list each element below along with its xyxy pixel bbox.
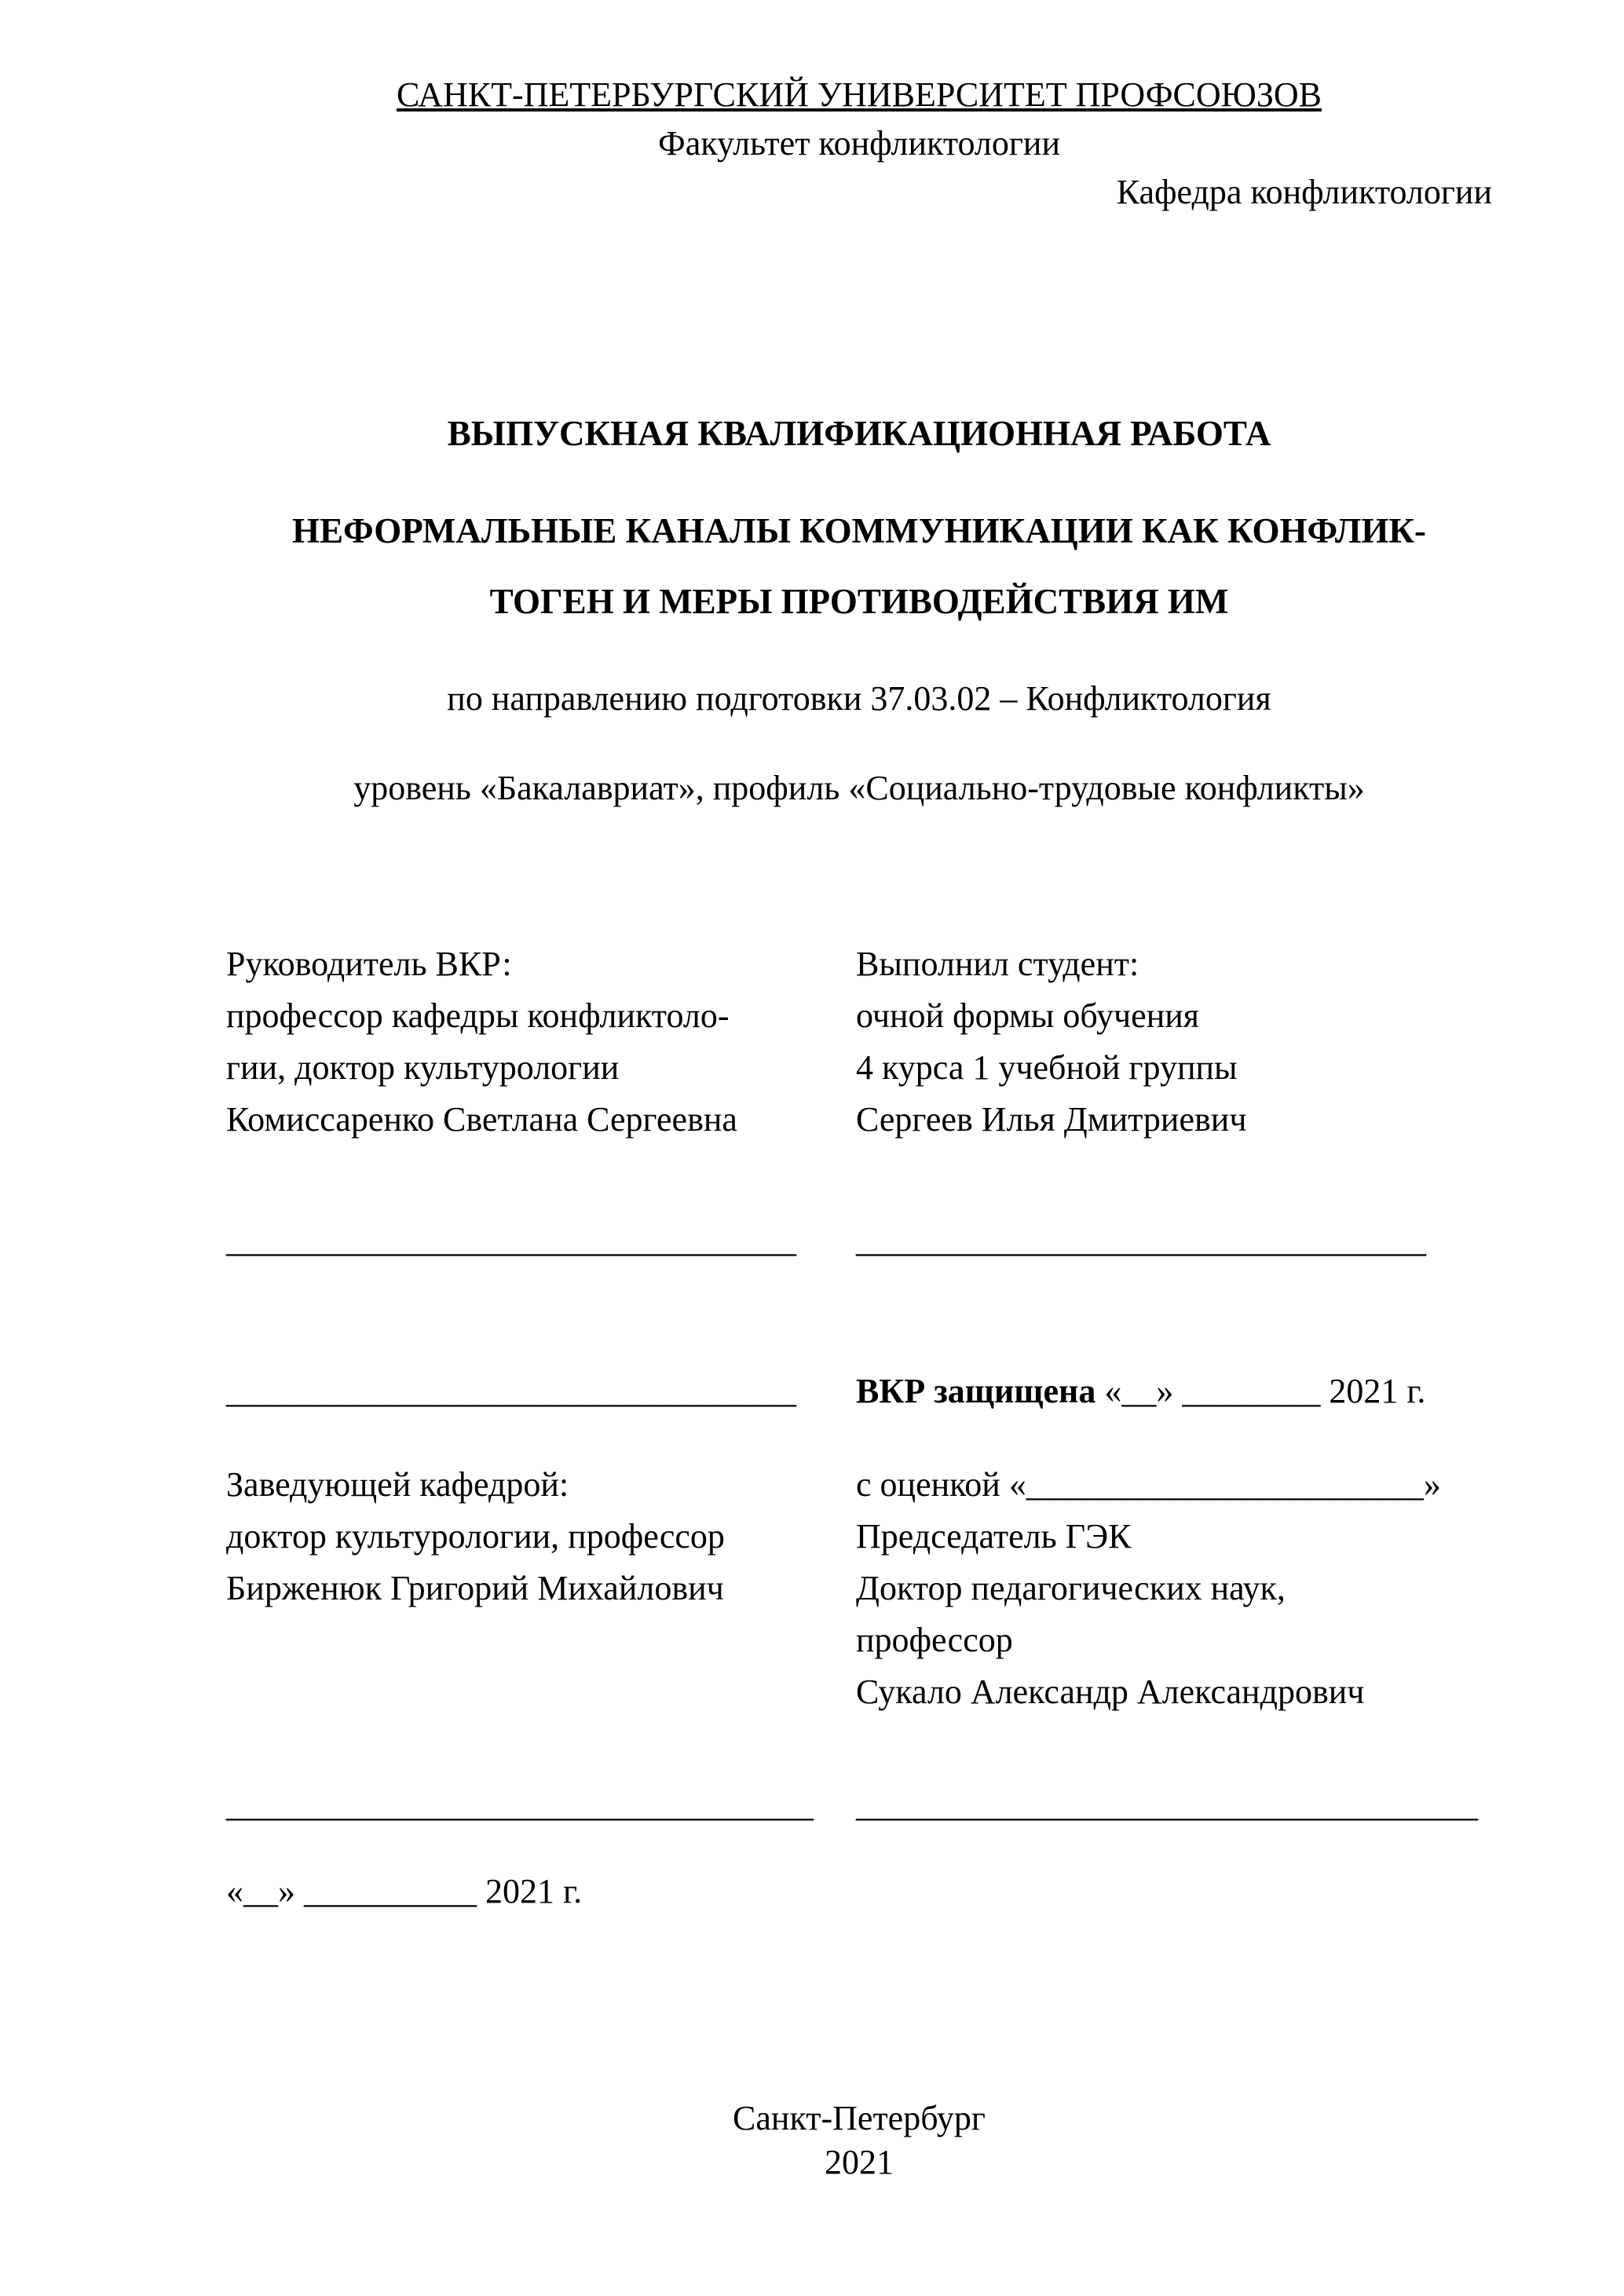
thesis-title-line2: ТОГЕН И МЕРЫ ПРОТИВОДЕЙСТВИЯ ИМ [489, 582, 1229, 621]
thesis-title-line1: НЕФОРМАЛЬНЫЕ КАНАЛЫ КОММУНИКАЦИИ КАК КОНФЛИК- [292, 511, 1426, 550]
supervisor-signature-line: _________________________________ [226, 1221, 796, 1260]
footer-year: 2021 [825, 2143, 894, 2181]
dept-head-role-label: Заведующей кафедрой: [226, 1465, 569, 1504]
student-block [856, 938, 1492, 1146]
dept-head-signature-line-bottom: __________________________________ [226, 1786, 814, 1824]
thesis-title [226, 495, 1492, 637]
gek-chair-title-line1: Доктор педагогических наук, [856, 1569, 1286, 1607]
defense-label: ВКР защищена [856, 1372, 1096, 1410]
header-faculty: Факультет конфликтологии [657, 124, 1060, 163]
supervisor-title-line1: профессор кафедры конфликтоло- [226, 996, 730, 1035]
student-role-label: Выполнил студент: [856, 945, 1139, 983]
grade-block [856, 1459, 1492, 1718]
supervisor-name: Комиссаренко Светлана Сергеевна [226, 1100, 737, 1139]
student-group-line: 4 курса 1 учебной группы [856, 1048, 1238, 1087]
dept-head-signature-line-top: _________________________________ [226, 1372, 796, 1410]
supervisor-role-label: Руководитель ВКР: [226, 945, 512, 983]
work-type-heading: ВЫПУСКНАЯ КВАЛИФИКАЦИОННАЯ РАБОТА [447, 414, 1271, 453]
defense-line [856, 1367, 1492, 1416]
student-form-line: очной формы обучения [856, 996, 1200, 1035]
dept-head-title-line: доктор культурологии, профессор [226, 1517, 725, 1556]
dept-head-name: Бирженюк Григорий Михайлович [226, 1569, 724, 1607]
signature-row-2 [226, 1781, 1492, 1830]
dept-head-grade-row [226, 1459, 1492, 1718]
supervisor-student-row [226, 938, 1492, 1146]
gek-chair-label: Председатель ГЭК [856, 1517, 1132, 1556]
dept-head-block [226, 1459, 856, 1614]
footer [226, 2097, 1492, 2184]
gek-chair-signature-line: ____________________________________ [856, 1786, 1478, 1824]
supervisor-block [226, 938, 856, 1146]
direction-line: по направлению подготовки 37.03.02 – Конфликтология [447, 679, 1271, 718]
defense-row [226, 1367, 1492, 1416]
student-name: Сергеев Илья Дмитриевич [856, 1100, 1247, 1139]
date-blank-line: «__» __________ 2021 г. [226, 1872, 583, 1910]
grade-blank-line: с оценкой «_______________________» [856, 1465, 1441, 1504]
student-signature-line: _________________________________ [856, 1221, 1426, 1260]
defense-date-blank: «__» ________ 2021 г. [1095, 1372, 1426, 1410]
supervisor-title-line2: гии, доктор культурологии [226, 1048, 620, 1087]
header-university: САНКТ-ПЕТЕРБУРГСКИЙ УНИВЕРСИТЕТ ПРОФСОЮЗОВ [397, 75, 1322, 114]
footer-city: Санкт-Петербург [733, 2099, 986, 2137]
gek-chair-title-line2: профессор [856, 1621, 1013, 1659]
signature-row-1 [226, 1216, 1492, 1265]
gek-chair-name: Сукало Александр Александрович [856, 1673, 1365, 1711]
level-line: уровень «Бакалавриат», профиль «Социально-трудовые конфликты» [353, 769, 1365, 807]
header-department: Кафедра конфликтологии [1116, 173, 1492, 211]
